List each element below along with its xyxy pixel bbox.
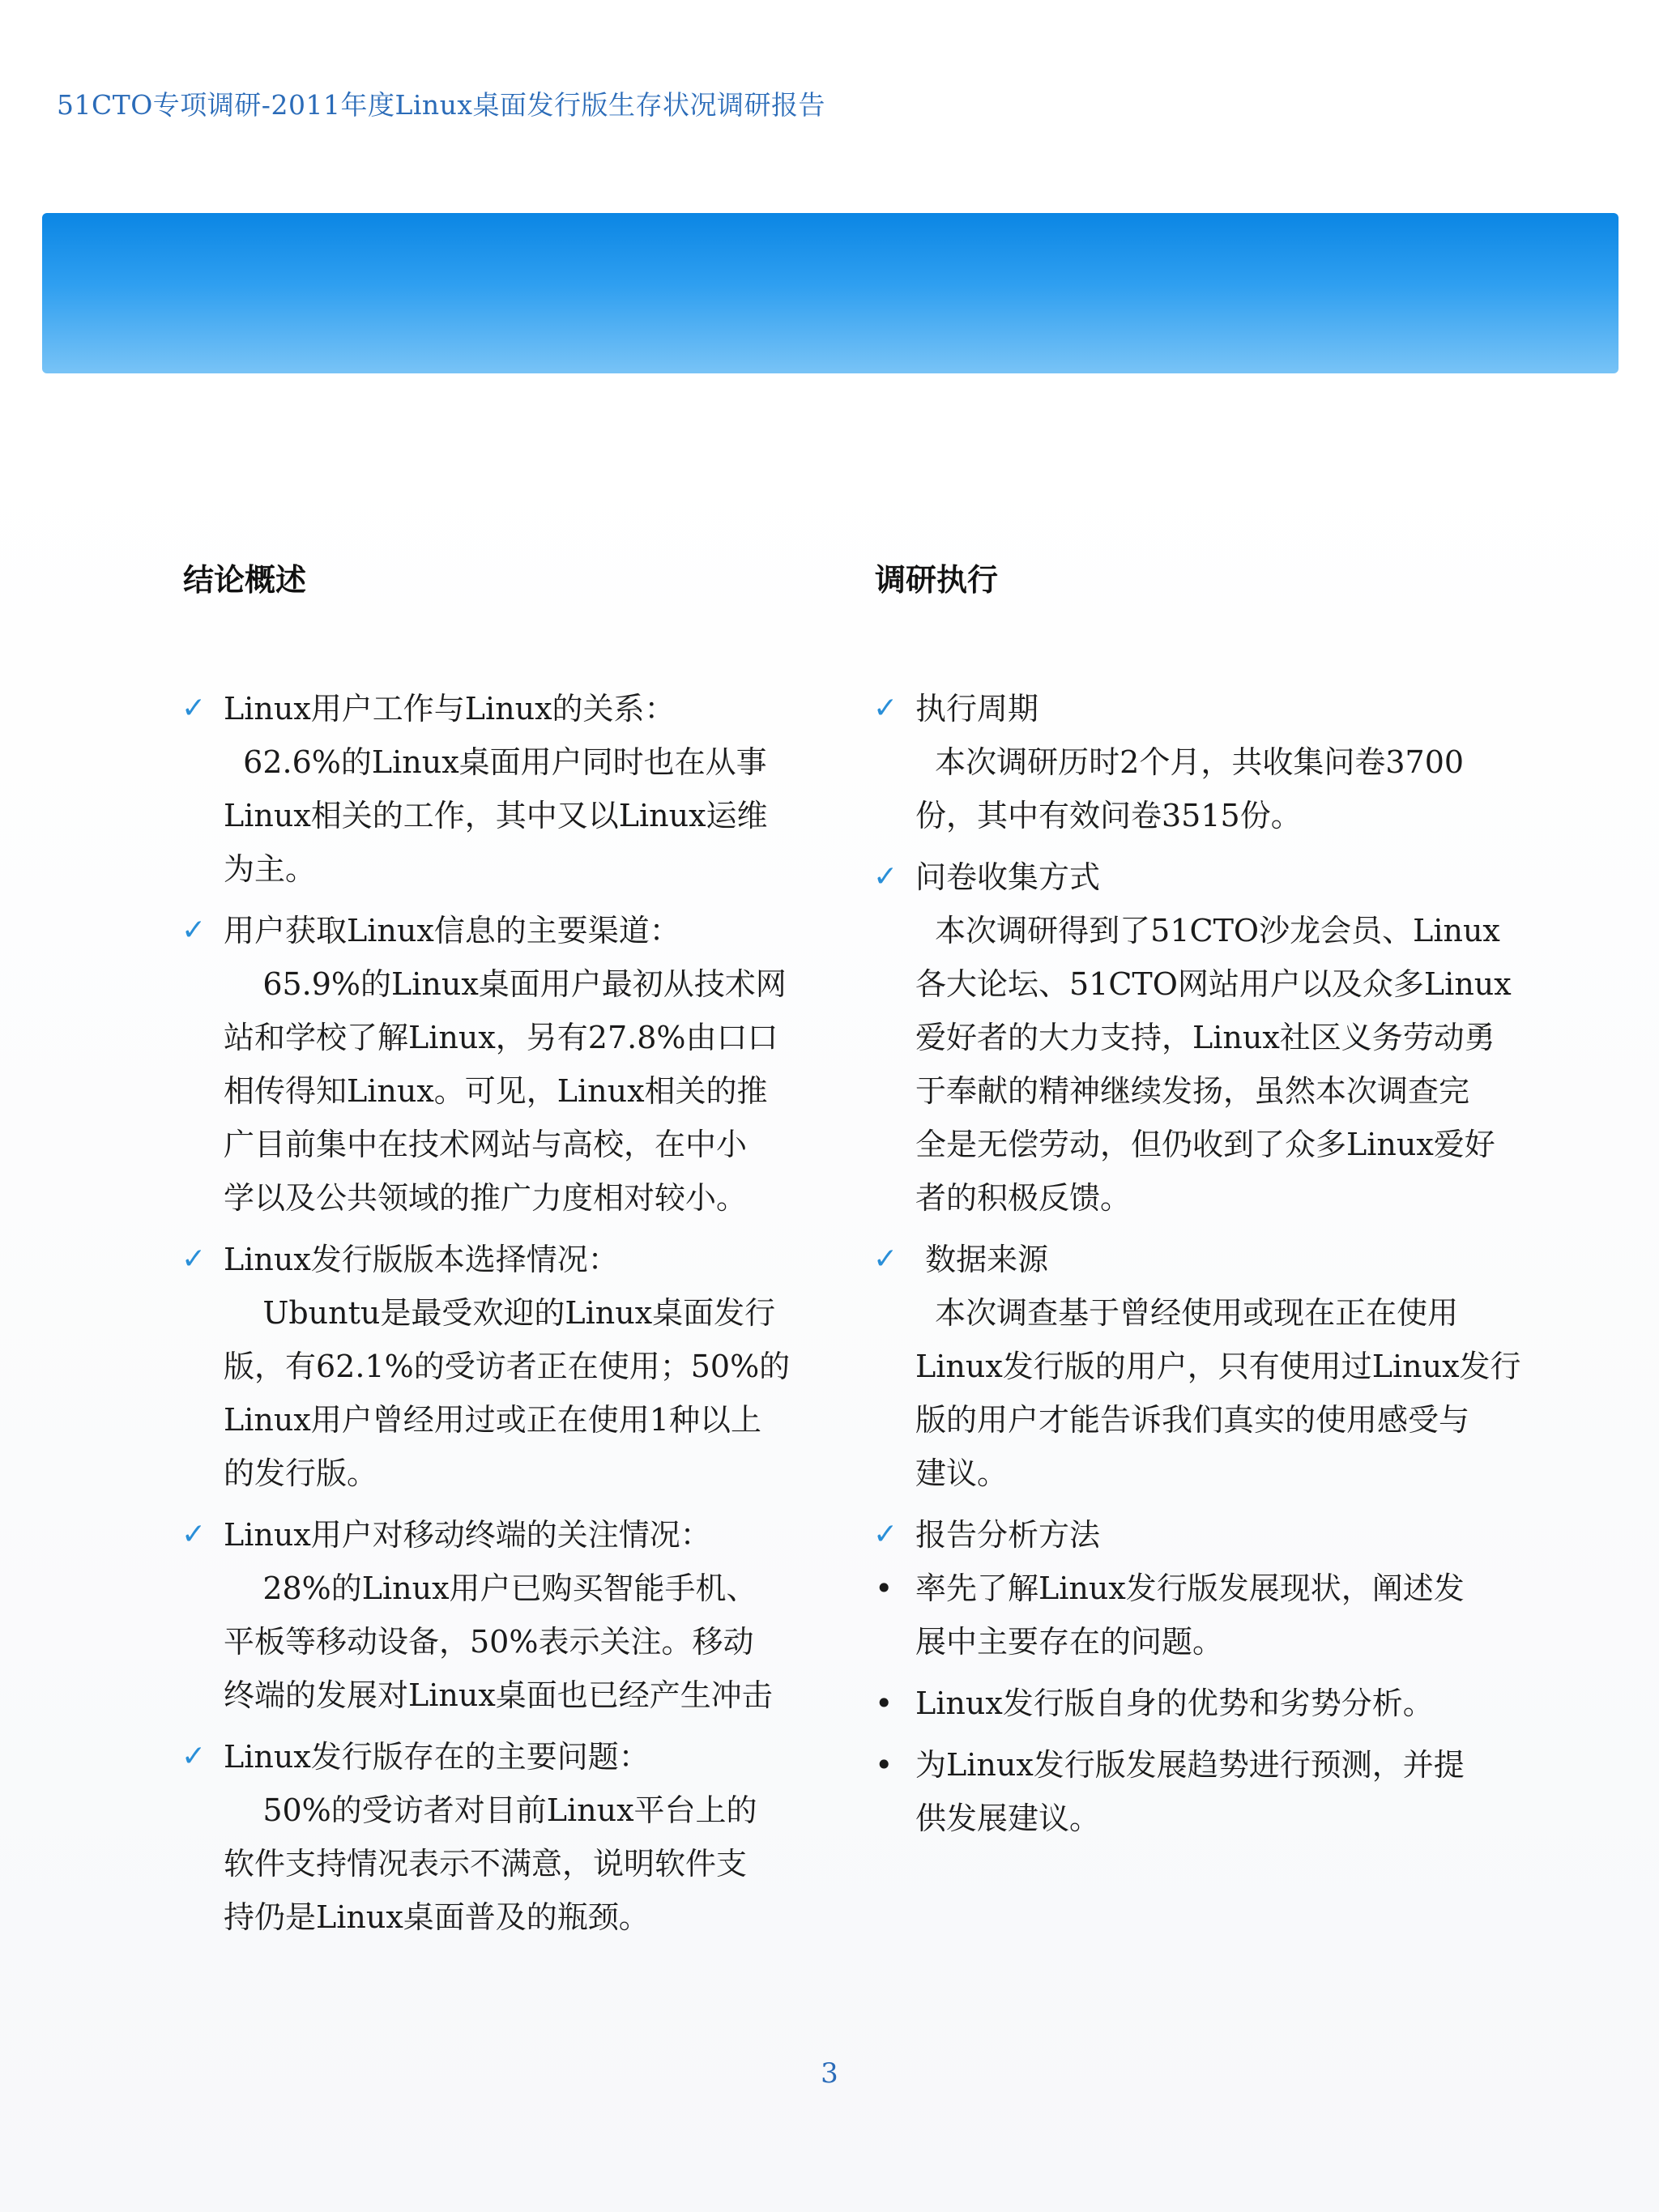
- body-line: 相传得知Linux。可见，Linux相关的推: [224, 1073, 768, 1109]
- left-item-body: [183, 1784, 807, 1944]
- conclusions-column: [183, 559, 807, 1952]
- bullet-line: 展中主要存在的问题。: [915, 1624, 1224, 1660]
- body-line: 于奉献的精神继续发扬，虽然本次调查完: [915, 1073, 1470, 1109]
- running-header: 51CTO专项调研-2011年度Linux桌面发行版生存状况调研报告: [57, 89, 826, 121]
- body-line: 爱好者的大力支持，Linux社区义务劳动勇: [915, 1020, 1495, 1055]
- header-banner: [42, 213, 1618, 373]
- body-line: Linux相关的工作，其中又以Linux运维: [224, 798, 768, 833]
- right-item-heading-text: 数据来源: [915, 1242, 1049, 1277]
- body-line: 平板等移动设备，50%表示关注。移动: [224, 1624, 754, 1660]
- body-line: 本次调查基于曾经使用或现在正在使用: [915, 1295, 1459, 1331]
- right-item-heading-text: 报告分析方法: [915, 1517, 1101, 1553]
- body-line: 各大论坛、51CTO网站用户以及众多Linux: [915, 966, 1512, 1002]
- left-item-heading-text: 用户获取Linux信息的主要渠道：: [224, 913, 680, 948]
- checkmark-icon: ✓: [873, 860, 898, 893]
- bullet-line: 供发展建议。: [915, 1801, 1101, 1836]
- analysis-bullets: [875, 1562, 1499, 1845]
- body-line: 者的积极反馈。: [915, 1180, 1132, 1216]
- body-line: 建议。: [915, 1455, 1009, 1491]
- bullet-dot-icon: •: [875, 1747, 893, 1783]
- left-item-heading-text: Linux用户工作与Linux的关系：: [224, 691, 676, 727]
- execution-list: [873, 682, 1521, 1562]
- left-item-heading: [183, 904, 807, 957]
- body-line: 软件支持情况表示不满意，说明软件支: [224, 1846, 748, 1882]
- body-line: Linux发行版的用户，只有使用过Linux发行: [915, 1349, 1521, 1384]
- right-item-body: [875, 1286, 1521, 1500]
- left-item-heading: [183, 1233, 807, 1286]
- checkmark-icon: ✓: [181, 1740, 207, 1773]
- body-line: 为主。: [224, 851, 317, 887]
- checkmark-icon: ✓: [181, 692, 207, 725]
- body-line: 全是无偿劳动，但仍收到了众多Linux爱好: [915, 1127, 1495, 1162]
- body-line: 版，有62.1%的受访者正在使用；50%的: [224, 1349, 791, 1384]
- right-item-heading-text: 执行周期: [915, 691, 1039, 727]
- body-line: 62.6%的Linux桌面用户同时也在从事: [224, 744, 767, 780]
- left-item-heading-text: Linux用户对移动终端的关注情况：: [224, 1517, 711, 1553]
- body-line: 28%的Linux用户已购买智能手机、: [224, 1571, 757, 1606]
- body-line: Linux用户曾经用过或正在使用1种以上: [224, 1402, 761, 1438]
- body-line: 本次调研历时2个月，共收集问卷3700: [915, 744, 1465, 780]
- body-line: 65.9%的Linux桌面用户最初从技术网: [224, 966, 787, 1002]
- left-item-body: [183, 1562, 807, 1722]
- checkmark-icon: ✓: [873, 1242, 898, 1276]
- checkmark-icon: ✓: [873, 1518, 898, 1551]
- right-item-heading-text: 问卷收集方式: [915, 859, 1101, 895]
- checkmark-icon: ✓: [181, 1242, 207, 1276]
- right-item-heading: [875, 682, 1499, 735]
- left-item-body: [183, 1286, 807, 1500]
- body-line: 站和学校了解Linux，另有27.8%由口口: [224, 1020, 778, 1055]
- left-item-body: [183, 735, 807, 896]
- execution-title: 调研执行: [875, 561, 999, 598]
- right-item-body: [875, 735, 1499, 842]
- conclusions-title: 结论概述: [183, 561, 307, 598]
- right-item-heading: [875, 850, 1499, 904]
- bullet-line: 为Linux发行版发展趋势进行预测，并提: [915, 1747, 1465, 1783]
- body-line: 终端的发展对Linux桌面也已经产生冲击: [224, 1677, 773, 1713]
- page-number: 3: [821, 2057, 838, 2090]
- bullet-line: 率先了解Linux发行版发展现状，阐述发: [915, 1571, 1465, 1606]
- body-line: 50%的受访者对目前Linux平台上的: [224, 1792, 757, 1828]
- bullet-line: Linux发行版自身的优势和劣势分析。: [915, 1686, 1434, 1721]
- body-line: 版的用户才能告诉我们真实的使用感受与: [915, 1402, 1470, 1438]
- left-item-heading: [183, 682, 807, 735]
- execution-column: [873, 559, 1521, 1853]
- body-line: 学以及公共领域的推广力度相对较小。: [224, 1180, 748, 1216]
- right-item-heading: [875, 1233, 1499, 1286]
- checkmark-icon: ✓: [181, 914, 207, 947]
- body-line: 持仍是Linux桌面普及的瓶颈。: [224, 1899, 650, 1935]
- left-item-heading: [183, 1508, 807, 1562]
- right-item-heading: [875, 1508, 1499, 1562]
- analysis-bullet-item: [875, 1738, 1499, 1845]
- bullet-dot-icon: •: [875, 1686, 893, 1721]
- bullet-dot-icon: •: [875, 1571, 893, 1606]
- checkmark-icon: ✓: [181, 1518, 207, 1551]
- left-item-heading-text: Linux发行版存在的主要问题：: [224, 1739, 650, 1775]
- body-line: Ubuntu是最受欢迎的Linux桌面发行: [224, 1295, 776, 1331]
- body-line: 的发行版。: [224, 1455, 378, 1491]
- left-item-heading-text: Linux发行版版本选择情况：: [224, 1242, 619, 1277]
- right-item-body: [875, 904, 1512, 1225]
- body-line: 本次调研得到了51CTO沙龙会员、Linux: [915, 913, 1500, 948]
- analysis-bullet-item: [875, 1562, 1499, 1669]
- left-item-heading: [183, 1730, 807, 1784]
- body-line: 广目前集中在技术网站与高校，在中小: [224, 1127, 748, 1162]
- left-item-body: [183, 957, 807, 1225]
- analysis-bullet-item: [875, 1677, 1499, 1730]
- conclusions-list: [183, 682, 807, 1944]
- checkmark-icon: ✓: [873, 692, 898, 725]
- body-line: 份，其中有效问卷3515份。: [915, 798, 1302, 833]
